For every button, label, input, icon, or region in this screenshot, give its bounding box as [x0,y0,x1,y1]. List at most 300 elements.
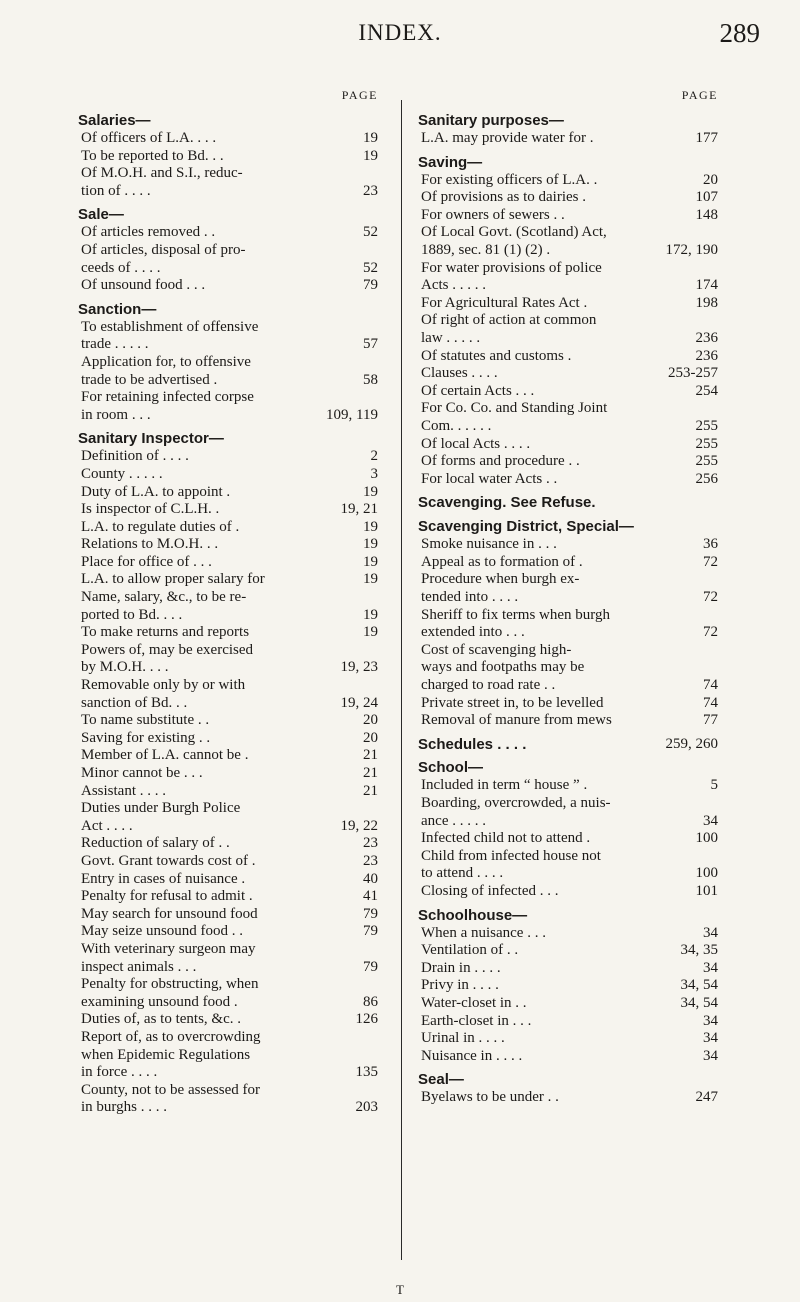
subentry-page-ref: 148 [695,206,718,223]
subentry-row [78,747,378,765]
subentry-page-ref: 72 [703,553,718,570]
subentry-page-ref: 23 [363,182,378,199]
subentry-text: inspect animals . . . [81,958,197,975]
subentry-text: To be reported to Bd. . . [81,147,224,164]
subentry-row [78,642,378,660]
subentry-row [78,941,378,959]
subentry-text: in burghs . . . . [81,1099,167,1116]
subentry-page-ref: 19, 22 [340,817,378,834]
subentry-row [418,383,718,401]
signature-mark: T [396,1282,404,1297]
subentry-text: Duties of, as to tents, &c. . [81,1011,241,1028]
subentry-row [78,571,378,589]
subentry-text: Acts . . . . . [421,277,486,294]
entry-heading: School— [418,759,484,777]
subentry-page-ref: 109, 119 [326,406,378,423]
subentry-row [418,677,718,695]
entry-heading: Seal— [418,1071,464,1089]
subentry-text: ways and footpaths may be [421,659,585,676]
subentry-text: Of articles, disposal of pro- [81,241,246,258]
page-number: 289 [719,18,760,48]
subentry-page-ref: 255 [695,453,718,470]
subentry-row [418,712,718,730]
subentry-text: Of officers of L.A. . . . [81,130,217,146]
subentry-text: tended into . . . . [421,589,519,606]
entry-heading: Sanitary Inspector— [78,430,224,448]
index-entry [418,1071,718,1107]
subentry-page-ref: 135 [355,1064,378,1081]
subentry-page-ref: 79 [363,277,378,294]
subentry-row [78,277,378,295]
index-entry [418,759,718,900]
subentry-row [78,536,378,554]
subentry-text: Child from infected house not [421,847,601,864]
subentry-text: Ventilation of . . [421,942,519,959]
subentry-text: For Agricultural Rates Act . [421,294,588,311]
entry-heading: Saving— [418,153,483,171]
subentry-page-ref [374,642,378,660]
subentry-text: 1889, sec. 81 (1) (2) . [421,241,551,258]
subentry-text: Drain in . . . . [421,959,501,976]
subentry-page-ref: 21 [363,765,378,781]
index-entry-list [78,112,378,1117]
subentry-page-ref: 255 [695,417,718,434]
subentry-text: Closing of infected . . . [421,882,559,899]
subentry-text: For existing officers of L.A. . [421,171,598,188]
subentry-row [78,448,378,466]
subentry-page-ref: 74 [703,694,718,711]
subentry-text: Saving for existing . . [81,729,211,746]
subentry-page-ref: 21 [363,782,378,799]
subentry-row [418,554,718,572]
subentry-row [78,1099,378,1117]
index-entry [418,154,718,489]
subentry-page-ref: 19 [363,571,378,588]
subentry-row [78,712,378,730]
subentry-page-ref: 52 [363,259,378,276]
subentry-page-ref: 100 [695,830,718,847]
subentry-page-ref [714,848,718,866]
subentry-text: Earth-closet in . . . [421,1012,532,1029]
subentry-row [418,418,718,436]
subentry-page-ref: 19 [363,518,378,535]
subentry-text: Of provisions as to dairies . [421,189,586,206]
index-column-left [78,88,378,1117]
subentry-page-ref: 174 [695,277,718,294]
subentry-text: Name, salary, &c., to be re- [81,589,247,606]
subentry-text: sanction of Bd. . . [81,694,188,711]
subentry-page-ref [714,312,718,330]
subentry-row [78,554,378,572]
subentry-text: Nuisance in . . . . [421,1047,523,1064]
subentry-row [418,659,718,677]
subentry-text: when Epidemic Regulations [81,1046,251,1063]
subentry-page-ref: 41 [363,888,378,905]
subentry-page-ref [374,319,378,337]
subentry-page-ref: 34, 54 [680,994,718,1011]
subentry-row [78,336,378,354]
subentry-row [78,976,378,994]
subentry-text: To name substitute . . [81,712,210,729]
subentry-page-ref: 34 [703,812,718,829]
subentry-row [78,607,378,625]
subentry-page-ref: 34 [703,1012,718,1029]
index-entry [78,430,378,1117]
subentry-row [78,165,378,183]
subentry-text: Water-closet in . . [421,994,527,1011]
subentry-page-ref: 19 [363,483,378,500]
subentry-page-ref [714,642,718,660]
subentry-text: charged to road rate . . [421,677,556,694]
subentry-text: Act . . . . [81,817,133,834]
column-divider [401,100,402,1260]
subentry-row [418,848,718,866]
subentry-row [78,319,378,337]
subentry-page-ref [374,941,378,959]
subentry-page-ref [374,1082,378,1100]
subentry-page-ref [714,260,718,278]
subentry-page-ref: 255 [695,435,718,452]
subentry-text: Urinal in . . . . [421,1030,505,1047]
subentry-page-ref: 57 [363,336,378,353]
subentry-text: Assistant . . . . [81,782,167,799]
subentry-text: to attend . . . . [421,865,504,882]
index-entry [418,736,718,754]
subentry-page-ref: 256 [695,470,718,487]
subentry-row [78,1082,378,1100]
subentry-row [418,348,718,366]
subentry-text: L.A. to regulate duties of . [81,518,240,535]
subentry-page-ref: 19, 21 [340,501,378,518]
subentry-page-ref: 19, 23 [340,659,378,676]
subentry-row [418,260,718,278]
subentry-row [418,224,718,242]
subentry-page-ref: 86 [363,993,378,1010]
subentry-text: For retaining infected corpse [81,389,254,406]
subentry-row [78,659,378,677]
subentry-page-ref: 126 [355,1011,378,1028]
subentry-row [418,277,718,295]
subentry-row [78,800,378,818]
subentry-row [78,242,378,260]
subentry-page-ref: 36 [703,536,718,553]
subentry-page-ref: 101 [695,882,718,899]
subentry-page-ref: 177 [695,130,718,146]
subentry-text: Of right of action at common [421,312,597,329]
subentry-text: Of certain Acts . . . [421,382,535,399]
index-entry [78,206,378,294]
subentry-page-ref: 52 [363,224,378,241]
subentry-text: For water provisions of police [421,259,602,276]
subentry-row [78,1029,378,1047]
subentry-row [78,853,378,871]
subentry-page-ref: 19 [363,536,378,553]
subentry-text: L.A. to allow proper salary for [81,571,265,588]
subentry-page-ref: 21 [363,747,378,764]
subentry-row [78,589,378,607]
subentry-row [418,312,718,330]
subentry-text: Sheriff to fix terms when burgh [421,606,611,623]
subentry-row [78,130,378,148]
subentry-page-ref: 34 [703,1030,718,1047]
subentry-text: County . . . . . [81,465,163,482]
index-entry [418,907,718,1066]
subentry-row [78,466,378,484]
subentry-row [78,624,378,642]
subentry-row [418,813,718,831]
subentry-text: trade to be advertised . [81,371,218,388]
subentry-text: Of articles removed . . [81,224,216,241]
subentry-page-ref: 253-257 [668,365,718,382]
subentry-row [78,888,378,906]
subentry-row [418,1048,718,1066]
subentry-text: Infected child not to attend . [421,830,591,847]
subentry-page-ref: 34, 54 [680,977,718,994]
subentry-page-ref: 77 [703,712,718,729]
page-column-label: PAGE [681,88,718,102]
subentry-row [418,1030,718,1048]
subentry-text: Application for, to offensive [81,353,251,370]
subentry-row [78,783,378,801]
subentry-text: Removable only by or with [81,677,246,694]
subentry-text: Appeal as to formation of . [421,553,583,570]
subentry-row [418,242,718,260]
subentry-page-ref [714,607,718,625]
subentry-row [418,207,718,225]
subentry-row [418,536,718,554]
subentry-text: tion of . . . . [81,182,151,199]
subentry-page-ref [374,242,378,260]
subentry-row [418,172,718,190]
subentry-row [78,959,378,977]
subentry-row [418,436,718,454]
index-column-right [418,88,718,1107]
subentry-row [78,484,378,502]
subentry-row [78,354,378,372]
subentry-page-ref: 3 [370,465,378,482]
subentry-page-ref [374,976,378,994]
subentry-page-ref [374,354,378,372]
entry-heading: Sanction— [78,300,157,318]
subentry-row [78,765,378,783]
subentry-page-ref [374,165,378,183]
subentry-row [78,994,378,1012]
subentry-page-ref: 20 [363,712,378,729]
subentry-text: When a nuisance . . . [421,924,546,941]
subentry-row [78,1011,378,1029]
subentry-text: Byelaws to be under . . [421,1089,559,1106]
subentry-page-ref: 19 [363,624,378,641]
subentry-text: trade . . . . . [81,336,149,353]
subentry-text: Com. . . . . . [421,417,492,434]
subentry-text: Boarding, overcrowded, a nuis- [421,795,611,811]
subentry-text: in force . . . . [81,1064,158,1081]
index-entry [418,494,718,512]
subentry-page-ref: 72 [703,624,718,641]
subentry-page-ref: 79 [363,905,378,922]
subentry-page-ref: 74 [703,677,718,694]
subentry-page-ref: 34 [703,1047,718,1064]
subentry-row [418,830,718,848]
subentry-row [418,642,718,660]
subentry-row [418,471,718,489]
page-column-label: PAGE [341,88,378,102]
subentry-text: Minor cannot be . . . [81,765,203,781]
subentry-text: Of M.O.H. and S.I., reduc- [81,165,243,182]
subentry-page-ref: 79 [363,923,378,940]
index-entry [418,518,718,730]
subentry-row [418,695,718,713]
subentry-text: For owners of sewers . . [421,206,565,223]
subentry-text: Penalty for obstructing, when [81,976,259,993]
subentry-page-ref [714,400,718,418]
subentry-page-ref: 79 [363,958,378,975]
subentry-text: County, not to be assessed for [81,1081,261,1098]
subentry-row [418,607,718,625]
subentry-page-ref [374,800,378,818]
subentry-page-ref: 19 [363,130,378,146]
subentry-text: ported to Bd. . . . [81,606,183,623]
subentry-text: Entry in cases of nuisance . [81,870,246,887]
subentry-row [418,624,718,642]
subentry-page-ref: 19 [363,606,378,623]
subentry-row [78,730,378,748]
subentry-row [418,365,718,383]
subentry-text: Of Local Govt. (Scotland) Act, [421,224,607,241]
entry-heading: Scavenging. See Refuse. [418,494,596,512]
index-entry-list [418,112,718,1107]
subentry-page-ref: 72 [703,589,718,606]
entry-heading-text: Schedules . . . . [418,735,527,753]
subentry-page-ref [714,571,718,589]
subentry-page-ref: 34, 35 [680,942,718,959]
subentry-row [418,995,718,1013]
subentry-page-ref: 100 [695,865,718,882]
subentry-page-ref: 236 [695,329,718,346]
subentry-text: by M.O.H. . . . [81,659,169,676]
subentry-row [418,130,718,148]
index-entry [418,112,718,148]
subentry-text: extended into . . . [421,624,525,641]
subentry-page-ref [714,224,718,242]
subentry-text: Duty of L.A. to appoint . [81,483,231,500]
subentry-row [418,330,718,348]
subentry-page-ref: 23 [363,852,378,869]
subentry-row [418,400,718,418]
subentry-row [78,519,378,537]
subentry-page-ref: 34 [703,959,718,976]
subentry-page-ref [714,795,718,813]
subentry-row [78,407,378,425]
subentry-row [418,795,718,813]
subentry-page-ref: 58 [363,371,378,388]
subentry-text: Powers of, may be exercised [81,641,254,658]
subentry-row [78,871,378,889]
subentry-row [418,883,718,901]
subentry-row [418,777,718,795]
subentry-text: Definition of . . . . [81,448,189,465]
subentry-row [78,923,378,941]
entry-heading [418,736,718,754]
subentry-text: May seize unsound food . . [81,923,244,940]
subentry-text: To establishment of offensive [81,318,259,335]
index-entry [78,301,378,425]
subentry-page-ref: 2 [370,448,378,465]
subentry-row [418,1013,718,1031]
subentry-text: Reduction of salary of . . [81,835,230,852]
subentry-page-ref: 198 [695,294,718,311]
entry-heading: Salaries— [78,112,151,129]
subentry-row [78,389,378,407]
subentry-text: Of statutes and customs . [421,347,572,364]
subentry-page-ref: 236 [695,347,718,364]
subentry-row [78,1064,378,1082]
subentry-text: Report of, as to overcrowding [81,1028,261,1045]
subentry-text: Duties under Burgh Police [81,800,241,817]
subentry-row [418,189,718,207]
subentry-text: law . . . . . [421,329,481,346]
subentry-text: To make returns and reports [81,624,250,641]
subentry-page-ref: 20 [703,171,718,188]
subentry-text: Cost of scavenging high- [421,641,572,658]
subentry-text: Penalty for refusal to admit . [81,888,253,905]
subentry-text: Removal of manure from mews [421,712,612,729]
subentry-text: With veterinary surgeon may [81,940,256,957]
subentry-row [418,865,718,883]
subentry-page-ref [714,659,718,677]
subentry-row [78,818,378,836]
subentry-text: Relations to M.O.H. . . [81,536,219,553]
entry-heading: Schoolhouse— [418,906,528,924]
subentry-text: Clauses . . . . [421,365,498,382]
subentry-row [78,906,378,924]
subentry-row [78,372,378,390]
subentry-text: Is inspector of C.L.H. . [81,501,220,518]
subentry-page-ref [374,389,378,407]
subentry-text: ceeds of . . . . [81,259,161,276]
subentry-text: L.A. may provide water for . [421,130,594,146]
subentry-text: Member of L.A. cannot be . [81,747,249,764]
subentry-text: in room . . . [81,406,151,423]
subentry-text: Included in term “ house ” . [421,777,588,794]
entry-page-ref: 259, 260 [665,735,718,752]
subentry-page-ref: 107 [695,189,718,206]
subentry-page-ref: 247 [695,1089,718,1106]
subentry-page-ref: 19, 24 [340,694,378,711]
subentry-text: For Co. Co. and Standing Joint [421,400,608,417]
subentry-page-ref: 203 [355,1099,378,1116]
subentry-row [78,677,378,695]
subentry-row [418,295,718,313]
running-head [0,14,800,54]
subentry-page-ref: 23 [363,835,378,852]
subentry-text: Govt. Grant towards cost of . [81,852,256,869]
subentry-text: May search for unsound food [81,905,258,922]
index-entry [78,112,378,200]
subentry-page-ref [374,677,378,695]
subentry-page-ref [374,1029,378,1047]
subentry-row [78,224,378,242]
subentry-row [418,1089,718,1107]
subentry-page-ref: 19 [363,553,378,570]
subentry-row [78,148,378,166]
subentry-row [78,183,378,201]
subentry-text: examining unsound food . [81,993,238,1010]
subentry-text: Smoke nuisance in . . . [421,536,557,553]
subentry-row [418,571,718,589]
entry-heading: Sale— [78,206,124,224]
subentry-text: Of forms and procedure . . [421,453,580,470]
